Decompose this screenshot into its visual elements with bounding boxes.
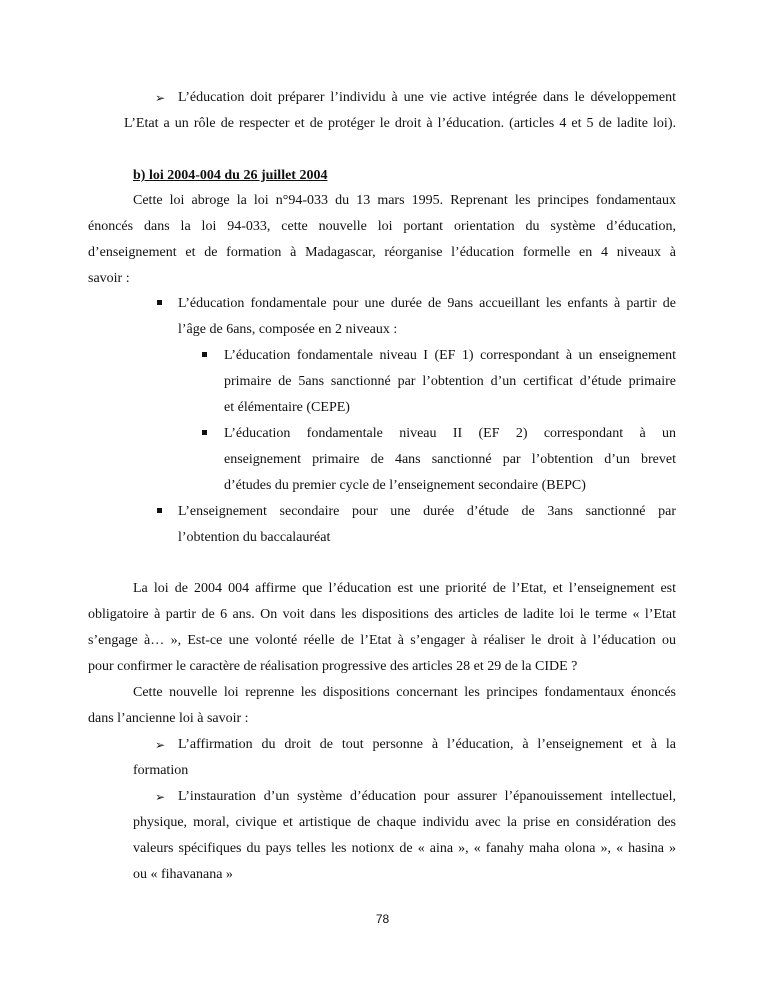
sub-list-item-line: enseignement primaire de 4ans sanctionné par l’obtention d’un brevet — [224, 452, 676, 467]
arrow-bullet-icon: ➢ — [155, 738, 166, 752]
paragraph-line: Cette loi abroge la loi n°94-033 du 13 mars 1995. Reprenant les principes fondamentaux — [133, 193, 676, 208]
arrow-list-item-line: valeurs spécifiques du pays telles les notionx de « aina », « fanahy maha olona », « hasina » — [133, 841, 676, 856]
intro-bullet-line: L’éducation doit préparer l’individu à une vie active intégrée dans le développement — [178, 90, 676, 105]
paragraph-line: La loi de 2004 004 affirme que l’éducation est une priorité de l’Etat, et l’enseignement est — [133, 581, 676, 596]
paragraph-line: Cette nouvelle loi reprenne les dispositions concernant les principes fondamentaux énoncés — [133, 685, 676, 700]
arrow-list-item-line: ou « fihavanana » — [133, 867, 233, 882]
list-item-line: L’éducation fondamentale pour une durée de 9ans accueillant les enfants à partir de — [178, 296, 676, 311]
arrow-bullet-icon: ➢ — [155, 91, 166, 105]
section-heading: b) loi 2004-004 du 26 juillet 2004 — [133, 168, 328, 183]
arrow-list-item-line: L’instauration d’un système d’éducation pour assurer l’épanouissement intellectuel, — [178, 789, 676, 804]
paragraph-line: énoncés dans la loi 94-033, cette nouvelle loi portant orientation du système d’éducation, — [88, 219, 676, 234]
intro-line: L’Etat a un rôle de respecter et de protéger le droit à l’éducation. (articles 4 et 5 de ladite loi). — [124, 116, 676, 131]
sub-list-item-line: et élémentaire (CEPE) — [224, 400, 350, 415]
square-bullet-icon — [157, 300, 162, 305]
paragraph-line: dans l’ancienne loi à savoir : — [88, 711, 249, 726]
paragraph-line: obligatoire à partir de 6 ans. On voit dans les dispositions des articles de ladite loi le terme « l’Etat — [88, 607, 676, 622]
sub-list-item-line: d’études du premier cycle de l’enseignement secondaire (BEPC) — [224, 478, 586, 493]
arrow-list-item-line: L’affirmation du droit de tout personne à l’éducation, à l’enseignement et à la — [178, 737, 676, 752]
paragraph-line: savoir : — [88, 271, 130, 286]
arrow-list-item-line: formation — [133, 763, 189, 778]
square-bullet-icon — [202, 352, 207, 357]
paragraph-line: d’enseignement et de formation à Madagascar, réorganise l’éducation formelle en 4 niveaux à — [88, 245, 676, 260]
sub-list-item-line: L’éducation fondamentale niveau II (EF 2) correspondant à un — [224, 426, 676, 441]
sub-list-item-line: L’éducation fondamentale niveau I (EF 1) correspondant à un enseignement — [224, 348, 676, 363]
paragraph-line: pour confirmer le caractère de réalisation progressive des articles 28 et 29 de la CIDE ? — [88, 659, 578, 674]
square-bullet-icon — [157, 508, 162, 513]
paragraph-line: s’engage à… », Est-ce une volonté réelle de l’Etat à s’engager à réaliser le droit à l’éducation ou — [88, 633, 676, 648]
page-number: 78 — [375, 912, 390, 926]
list-item-line: L’enseignement secondaire pour une durée d’étude de 3ans sanctionné par — [178, 504, 676, 519]
arrow-bullet-icon: ➢ — [155, 790, 166, 804]
arrow-list-item-line: physique, moral, civique et artistique de chaque individu avec la prise en considération des — [133, 815, 676, 830]
list-item-line: l’obtention du baccalauréat — [178, 530, 331, 545]
square-bullet-icon — [202, 430, 207, 435]
sub-list-item-line: primaire de 5ans sanctionné par l’obtention d’un certificat d’étude primaire — [224, 374, 676, 389]
list-item-line: l’âge de 6ans, composée en 2 niveaux : — [178, 322, 398, 337]
